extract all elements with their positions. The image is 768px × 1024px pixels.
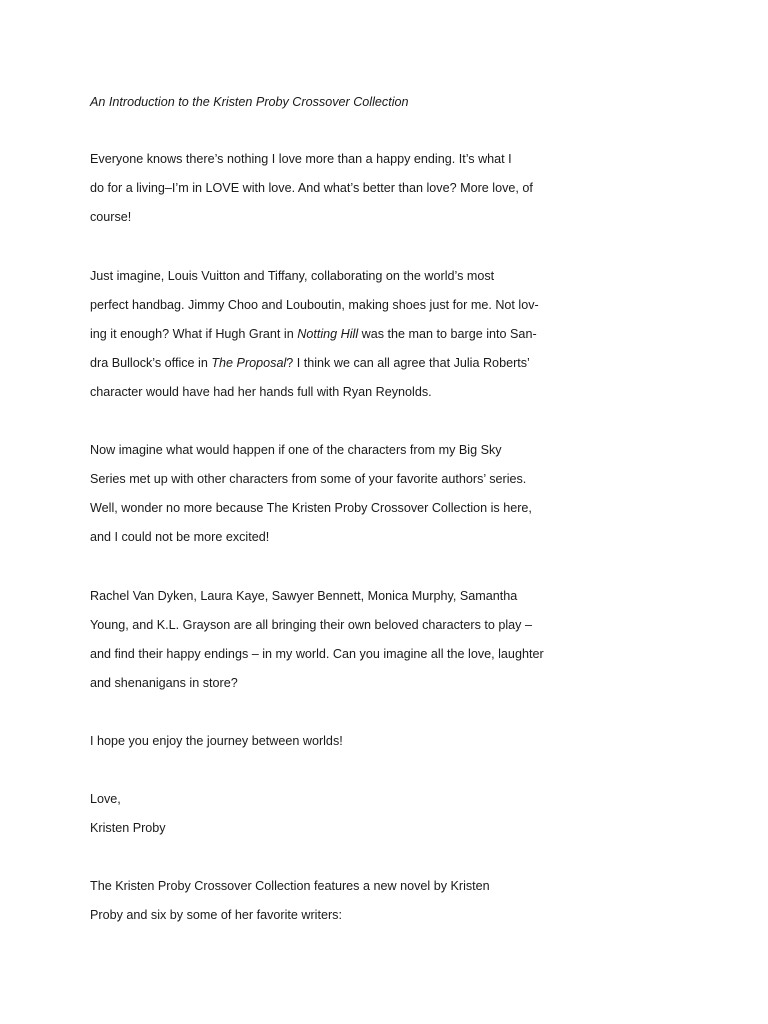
paragraph-1-line-2: do for a living–I’m in LOVE with love. And what’s better than love? More love, of [90,181,533,195]
paragraph-6-line-2: Proby and six by some of her favorite writers: [90,908,342,922]
movie-title-the-proposal: The Proposal [211,356,287,370]
paragraph-2-line-1: Just imagine, Louis Vuitton and Tiffany, collaborating on the world’s most [90,269,495,283]
document-title: An Introduction to the Kristen Proby Crossover Collection [90,95,409,109]
paragraph-2-line-4 [90,355,530,371]
paragraph-2-line-5: character would have had her hands full with Ryan Reynolds. [90,385,432,399]
signoff-name: Kristen Proby [90,821,166,835]
paragraph-4-line-1: Rachel Van Dyken, Laura Kaye, Sawyer Bennett, Monica Murphy, Samantha [90,589,518,603]
paragraph-4-line-3: and find their happy endings – in my world. Can you imagine all the love, laughter [90,647,544,661]
paragraph-2-line-2: perfect handbag. Jimmy Choo and Louboutin, making shoes just for me. Not lov- [90,298,539,312]
paragraph-3-line-2: Series met up with other characters from some of your favorite authors’ series. [90,472,527,486]
paragraph-6-line-1: The Kristen Proby Crossover Collection features a new novel by Kristen [90,879,490,893]
paragraph-5-line-1: I hope you enjoy the journey between worlds! [90,734,343,748]
paragraph-1-line-1: Everyone knows there’s nothing I love more than a happy ending. It’s what I [90,152,512,166]
paragraph-3-line-1: Now imagine what would happen if one of the characters from my Big Sky [90,443,502,457]
movie-title-notting-hill: Notting Hill [297,327,359,341]
paragraph-3-line-4: and I could not be more excited! [90,530,270,544]
signoff-closing: Love, [90,792,121,806]
paragraph-3-line-3: Well, wonder no more because The Kristen Proby Crossover Collection is here, [90,501,532,515]
paragraph-2-line-3-part-a: ing it enough? What if Hugh Grant in [90,327,298,341]
paragraph-2-line-4-part-a: dra Bullock’s office in [90,356,212,370]
paragraph-1-line-3: course! [90,210,132,224]
paragraph-4-line-2: Young, and K.L. Grayson are all bringing their own beloved characters to play – [90,618,532,632]
paragraph-4-line-4: and shenanigans in store? [90,676,238,690]
paragraph-2-line-3-part-b: was the man to barge into San- [358,327,537,341]
paragraph-2-line-3 [90,326,537,342]
paragraph-2-line-4-part-b: ? I think we can all agree that Julia Roberts’ [286,356,530,370]
